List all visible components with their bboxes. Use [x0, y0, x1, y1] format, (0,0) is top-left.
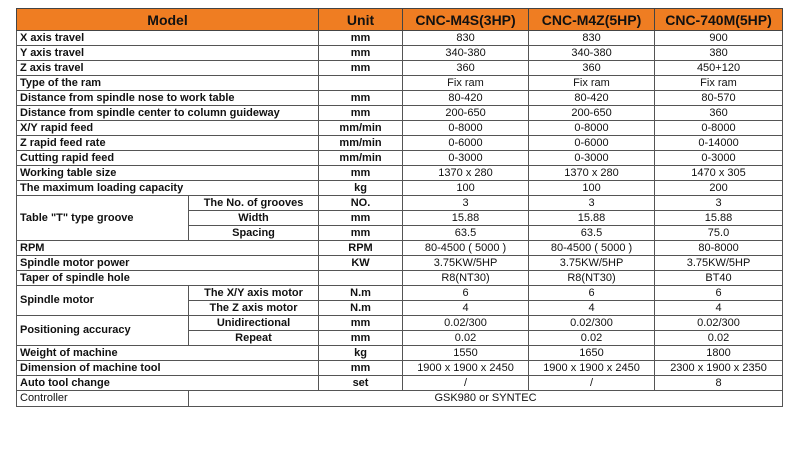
value-cell: 0-14000 — [655, 136, 783, 151]
unit-cell: mm — [319, 331, 403, 346]
table-row — [17, 241, 783, 256]
table-row — [17, 271, 783, 286]
m4s-header: CNC-M4S(3HP) — [403, 9, 529, 31]
row-label: Weight of machine — [17, 346, 319, 361]
sub-label: Spacing — [189, 226, 319, 241]
value-cell: 1800 — [655, 346, 783, 361]
table-row — [17, 391, 783, 407]
table-row — [17, 121, 783, 136]
value-cell: 1370 x 280 — [529, 166, 655, 181]
value-cell: 4 — [655, 301, 783, 316]
value-cell: Fix ram — [529, 76, 655, 91]
value-cell: 3 — [529, 196, 655, 211]
row-label: Dimension of machine tool — [17, 361, 319, 376]
model-header: Model — [17, 9, 319, 31]
header-row — [17, 9, 783, 31]
value-cell: 0-8000 — [529, 121, 655, 136]
value-cell: 0.02 — [403, 331, 529, 346]
value-cell: / — [403, 376, 529, 391]
row-label: Table "T" type groove — [17, 196, 189, 241]
value-cell: 3.75KW/5HP — [655, 256, 783, 271]
table-row — [17, 91, 783, 106]
row-label: Type of the ram — [17, 76, 319, 91]
value-cell: 200-650 — [403, 106, 529, 121]
value-cell: 80-570 — [655, 91, 783, 106]
value-cell: 3.75KW/5HP — [529, 256, 655, 271]
unit-cell: set — [319, 376, 403, 391]
row-label: Spindle motor power — [17, 256, 319, 271]
value-cell: 830 — [403, 31, 529, 46]
value-cell: 450+120 — [655, 61, 783, 76]
row-label: Taper of spindle hole — [17, 271, 319, 286]
value-cell: 0.02 — [655, 331, 783, 346]
value-cell: 3.75KW/5HP — [403, 256, 529, 271]
unit-cell: mm/min — [319, 136, 403, 151]
sub-label: The X/Y axis motor — [189, 286, 319, 301]
unit-cell: mm/min — [319, 151, 403, 166]
unit-cell: kg — [319, 346, 403, 361]
sub-label: The Z axis motor — [189, 301, 319, 316]
unit-cell: mm — [319, 91, 403, 106]
value-cell: 63.5 — [403, 226, 529, 241]
row-label: Controller — [17, 391, 189, 407]
unit-cell — [319, 271, 403, 286]
table-row — [17, 196, 783, 211]
table-row — [17, 256, 783, 271]
unit-cell: KW — [319, 256, 403, 271]
table-row — [17, 46, 783, 61]
value-cell: 340-380 — [403, 46, 529, 61]
value-cell: Fix ram — [655, 76, 783, 91]
row-label: Auto tool change — [17, 376, 319, 391]
value-cell: 360 — [403, 61, 529, 76]
value-cell: 15.88 — [655, 211, 783, 226]
value-cell: 100 — [529, 181, 655, 196]
value-cell: 0-6000 — [529, 136, 655, 151]
row-label: Distance from spindle nose to work table — [17, 91, 319, 106]
m740-header: CNC-740M(5HP) — [655, 9, 783, 31]
row-label: Z axis travel — [17, 61, 319, 76]
value-cell: 63.5 — [529, 226, 655, 241]
unit-cell: mm — [319, 61, 403, 76]
unit-cell: N.m — [319, 301, 403, 316]
value-cell: 3 — [655, 196, 783, 211]
value-cell: 0.02 — [529, 331, 655, 346]
value-cell: 75.0 — [655, 226, 783, 241]
table-row — [17, 316, 783, 331]
unit-cell: mm — [319, 106, 403, 121]
unit-cell: mm/min — [319, 121, 403, 136]
value-cell: 2300 x 1900 x 2350 — [655, 361, 783, 376]
value-cell: 3 — [403, 196, 529, 211]
spec-table — [16, 8, 783, 407]
value-cell: 200-650 — [529, 106, 655, 121]
sub-label: Repeat — [189, 331, 319, 346]
value-cell: 6 — [403, 286, 529, 301]
sub-label: The No. of grooves — [189, 196, 319, 211]
value-cell: 80-4500 ( 5000 ) — [403, 241, 529, 256]
value-cell: 80-8000 — [655, 241, 783, 256]
value-cell: 8 — [655, 376, 783, 391]
table-row — [17, 76, 783, 91]
value-cell: 200 — [655, 181, 783, 196]
value-cell: BT40 — [655, 271, 783, 286]
unit-cell: NO. — [319, 196, 403, 211]
value-cell: 80-420 — [403, 91, 529, 106]
unit-cell: mm — [319, 316, 403, 331]
value-cell: 80-4500 ( 5000 ) — [529, 241, 655, 256]
controller-value: GSK980 or SYNTEC — [189, 391, 783, 407]
unit-header: Unit — [319, 9, 403, 31]
value-cell: 340-380 — [529, 46, 655, 61]
table-row — [17, 346, 783, 361]
value-cell: 0.02/300 — [529, 316, 655, 331]
row-label: The maximum loading capacity — [17, 181, 319, 196]
table-row — [17, 61, 783, 76]
table-row — [17, 151, 783, 166]
value-cell: 4 — [529, 301, 655, 316]
table-row — [17, 31, 783, 46]
unit-cell: mm — [319, 226, 403, 241]
value-cell: Fix ram — [403, 76, 529, 91]
table-row — [17, 286, 783, 301]
value-cell: 1900 x 1900 x 2450 — [403, 361, 529, 376]
row-label: Cutting rapid feed — [17, 151, 319, 166]
value-cell: R8(NT30) — [403, 271, 529, 286]
value-cell: 830 — [529, 31, 655, 46]
value-cell: 0.02/300 — [403, 316, 529, 331]
value-cell: R8(NT30) — [529, 271, 655, 286]
value-cell: 1550 — [403, 346, 529, 361]
unit-cell: mm — [319, 46, 403, 61]
value-cell: 380 — [655, 46, 783, 61]
value-cell: 4 — [403, 301, 529, 316]
value-cell: 0-3000 — [655, 151, 783, 166]
value-cell: 100 — [403, 181, 529, 196]
value-cell: 6 — [655, 286, 783, 301]
value-cell: 15.88 — [403, 211, 529, 226]
row-label: Spindle motor — [17, 286, 189, 316]
unit-cell — [319, 76, 403, 91]
table-row — [17, 136, 783, 151]
row-label: Z rapid feed rate — [17, 136, 319, 151]
row-label: Distance from spindle center to column guideway — [17, 106, 319, 121]
table-row — [17, 106, 783, 121]
m4z-header: CNC-M4Z(5HP) — [529, 9, 655, 31]
unit-cell: RPM — [319, 241, 403, 256]
row-label: Positioning accuracy — [17, 316, 189, 346]
value-cell: 0.02/300 — [655, 316, 783, 331]
value-cell: 0-3000 — [403, 151, 529, 166]
value-cell: 80-420 — [529, 91, 655, 106]
value-cell: 0-6000 — [403, 136, 529, 151]
value-cell: 360 — [655, 106, 783, 121]
value-cell: 6 — [529, 286, 655, 301]
row-label: X axis travel — [17, 31, 319, 46]
value-cell: 0-3000 — [529, 151, 655, 166]
unit-cell: N.m — [319, 286, 403, 301]
table-row — [17, 361, 783, 376]
unit-cell: mm — [319, 166, 403, 181]
value-cell: 1900 x 1900 x 2450 — [529, 361, 655, 376]
value-cell: 1650 — [529, 346, 655, 361]
table-row — [17, 376, 783, 391]
table-row — [17, 166, 783, 181]
value-cell: 0-8000 — [655, 121, 783, 136]
unit-cell: kg — [319, 181, 403, 196]
sub-label: Unidirectional — [189, 316, 319, 331]
unit-cell: mm — [319, 361, 403, 376]
value-cell: 0-8000 — [403, 121, 529, 136]
row-label: Y axis travel — [17, 46, 319, 61]
unit-cell: mm — [319, 211, 403, 226]
unit-cell: mm — [319, 31, 403, 46]
value-cell: / — [529, 376, 655, 391]
table-row — [17, 181, 783, 196]
value-cell: 360 — [529, 61, 655, 76]
value-cell: 15.88 — [529, 211, 655, 226]
sub-label: Width — [189, 211, 319, 226]
row-label: X/Y rapid feed — [17, 121, 319, 136]
row-label: RPM — [17, 241, 319, 256]
value-cell: 1370 x 280 — [403, 166, 529, 181]
value-cell: 1470 x 305 — [655, 166, 783, 181]
value-cell: 900 — [655, 31, 783, 46]
row-label: Working table size — [17, 166, 319, 181]
